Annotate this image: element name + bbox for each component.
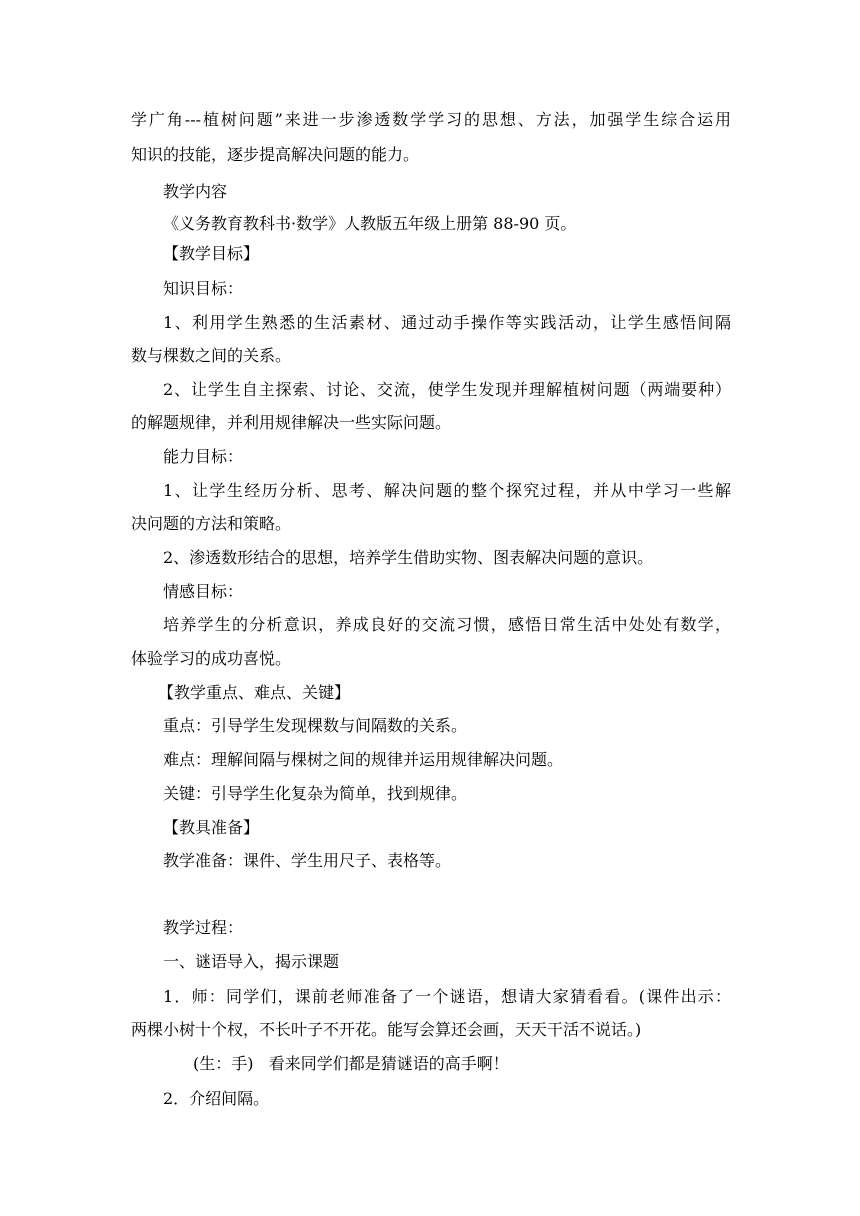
paragraph-line: (生：手) 看来同学们都是猜谜语的高手啊！ — [193, 1054, 509, 1073]
section-heading: 教学内容 — [163, 182, 228, 201]
paragraph-line: 的解题规律，并利用规律解决一些实际问题。 — [131, 413, 452, 432]
paragraph-line: 2、渗透数形结合的思想，培养学生借助实物、图表解决问题的意识。 — [163, 548, 654, 567]
section-heading: 【教具准备】 — [163, 818, 260, 837]
paragraph-line: 1．师：同学们，课前老师准备了一个谜语，想请大家猜看看。(课件出示： — [163, 987, 731, 1006]
paragraph-line: 知识的技能，逐步提高解决问题的能力。 — [131, 145, 420, 164]
subsection-heading: 知识目标： — [163, 279, 244, 298]
paragraph-line: 重点：引导学生发现棵数与间隔数的关系。 — [163, 716, 468, 735]
paragraph-line: 培养学生的分析意识，养成良好的交流习惯，感悟日常生活中处处有数学， — [163, 615, 731, 634]
paragraph-line: 体验学习的成功喜悦。 — [131, 649, 292, 668]
paragraph-line: 1、让学生经历分析、思考、解决问题的整个探究过程，并从中学习一些解 — [163, 481, 731, 500]
paragraph-line: 两棵小树十个杈，不长叶子不开花。能写会算还会画，天天干活不说话。) — [131, 1020, 642, 1039]
section-heading: 教学过程： — [163, 918, 244, 937]
subsection-heading: 一、谜语导入，揭示课题 — [163, 952, 340, 971]
paragraph-line: 教学准备：课件、学生用尺子、表格等。 — [163, 851, 452, 870]
paragraph-line: 2．介绍间隔。 — [163, 1089, 270, 1108]
paragraph-line: 1、利用学生熟悉的生活素材、通过动手操作等实践活动，让学生感悟间隔 — [163, 313, 731, 332]
paragraph-line: 决问题的方法和策略。 — [131, 514, 292, 533]
paragraph-line: 数与棵数之间的关系。 — [131, 346, 292, 365]
paragraph-line: 学广角---植树问题”来进一步渗透数学学习的思想、方法，加强学生综合运用 — [131, 110, 731, 129]
section-heading: 【教学重点、难点、关键】 — [158, 683, 351, 702]
subsection-heading: 能力目标： — [163, 447, 244, 466]
subsection-heading: 情感目标： — [163, 582, 244, 601]
paragraph-line: 《义务教育教科书·数学》人教版五年级上册第 88-90 页。 — [163, 214, 577, 233]
section-heading: 【教学目标】 — [163, 244, 260, 263]
paragraph-line: 难点：理解间隔与棵树之间的规律并运用规律解决问题。 — [163, 750, 564, 769]
paragraph-line: 2、让学生自主探索、讨论、交流，使学生发现并理解植树问题（两端要种） — [163, 380, 731, 399]
paragraph-line: 关键：引导学生化复杂为简单，找到规律。 — [163, 784, 468, 803]
